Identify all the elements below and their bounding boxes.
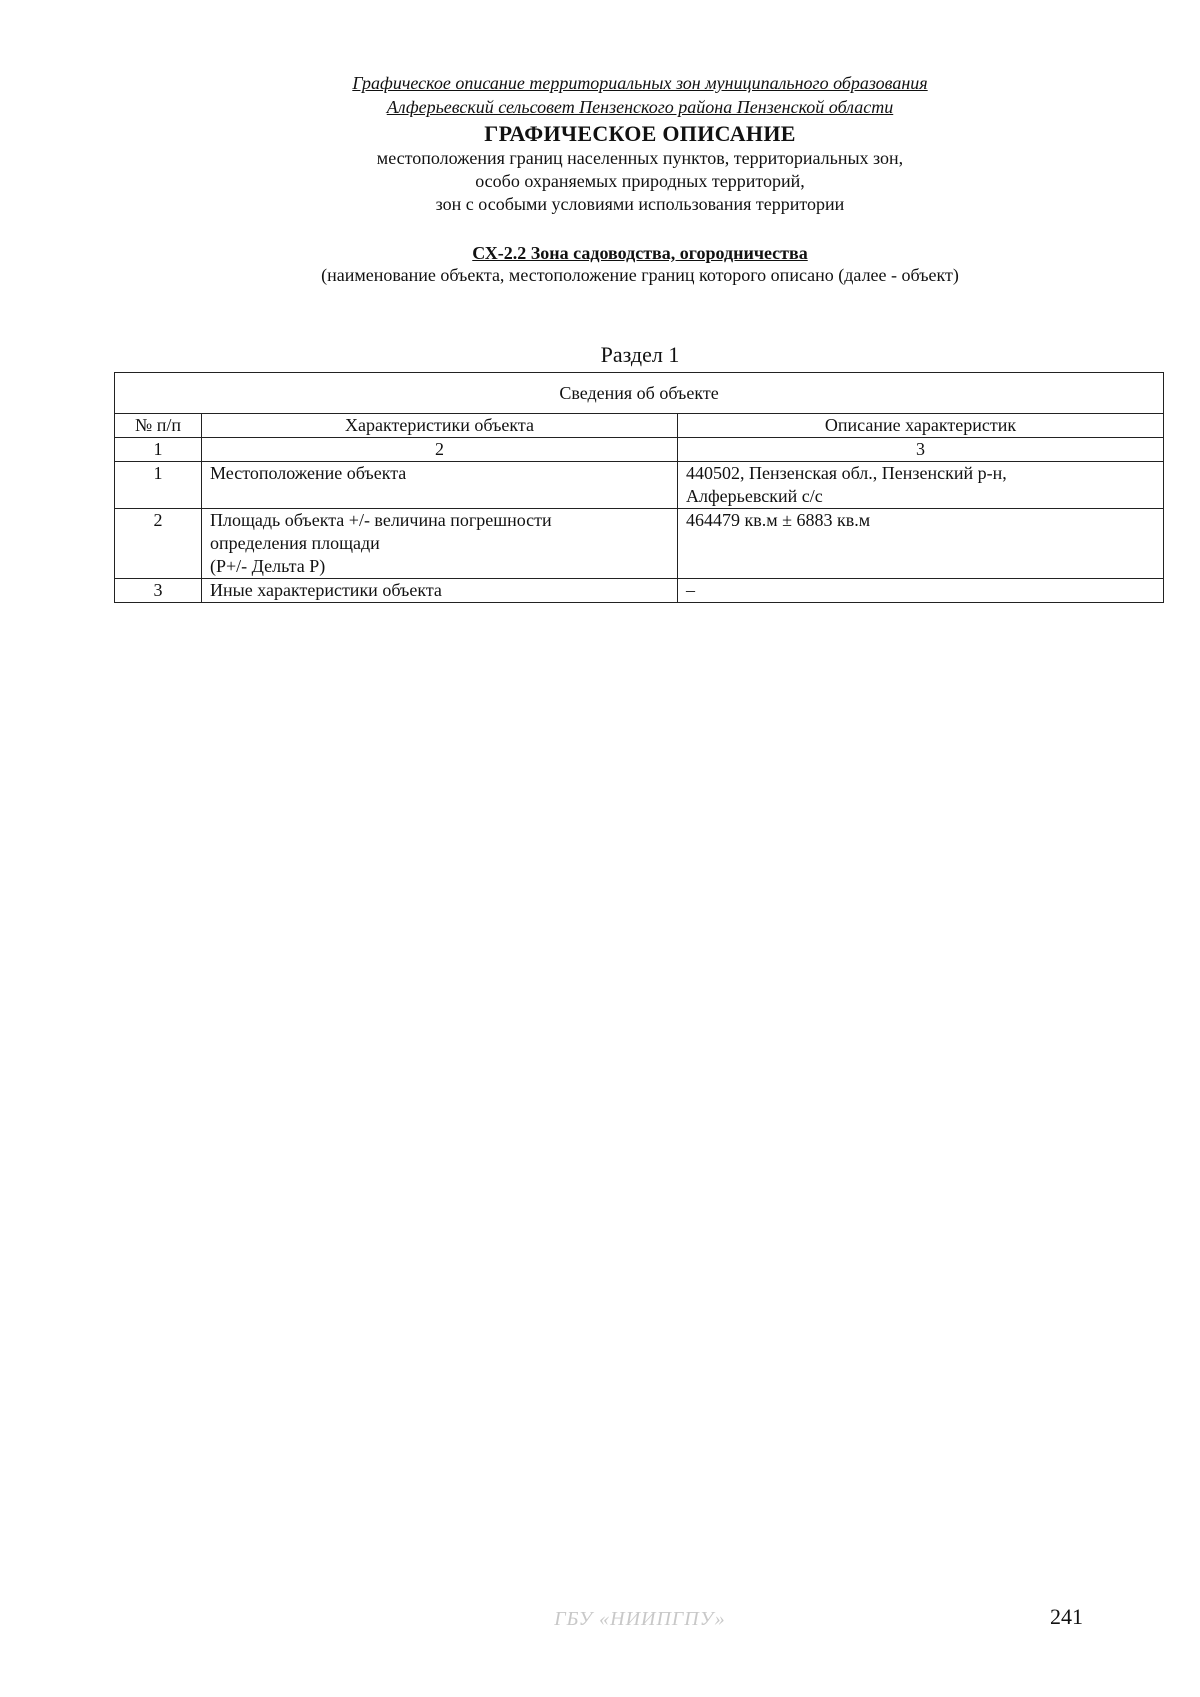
characteristic-line: Площадь объекта +/- величина погрешности [210, 510, 552, 530]
footer-organization: ГБУ «НИИПГПУ» [554, 1608, 726, 1630]
description-line: 464479 кв.м ± 6883 кв.м [686, 510, 871, 530]
row-description [678, 579, 1164, 603]
description-line: Алферьевский с/с [686, 486, 823, 506]
description-line: – [686, 580, 695, 600]
characteristic-line: Местоположение объекта [210, 463, 407, 483]
header-characteristics: Характеристики объекта [202, 414, 678, 438]
table-header-row [115, 414, 1164, 438]
row-characteristic [202, 509, 678, 579]
header-number: № п/п [115, 414, 202, 438]
row-number: 2 [115, 509, 202, 579]
running-header-line-2: Алферьевский сельсовет Пензенского района Пензенской области [386, 97, 894, 117]
page-number: 241 [1050, 1604, 1083, 1629]
object-info-table [114, 372, 1164, 603]
running-header-line-1: Графическое описание территориальных зон муниципального образования [352, 73, 928, 93]
row-description [678, 462, 1164, 509]
table-row [115, 579, 1164, 603]
column-number: 3 [678, 438, 1164, 462]
characteristic-line: Иные характеристики объекта [210, 580, 442, 600]
table-row [115, 462, 1164, 509]
object-name-note: (наименование объекта, местоположение границ которого описано (далее - объект) [321, 265, 959, 285]
row-number: 3 [115, 579, 202, 603]
characteristic-line: определения площади [210, 533, 380, 553]
object-block [0, 242, 1200, 286]
table-caption: Сведения об объекте [115, 373, 1164, 414]
column-number-row [115, 438, 1164, 462]
characteristic-line: (P+/- Дельта P) [210, 556, 326, 576]
column-number: 2 [202, 438, 678, 462]
column-number: 1 [115, 438, 202, 462]
document-subtitle-line-2: особо охраняемых природных территорий, [475, 171, 805, 191]
document-subtitle-line-3: зон с особыми условиями использования территории [435, 194, 845, 214]
header-description: Описание характеристик [678, 414, 1164, 438]
section-title: Раздел 1 [600, 342, 680, 367]
document-title: ГРАФИЧЕСКОЕ ОПИСАНИЕ [484, 121, 796, 146]
object-name: СХ-2.2 Зона садоводства, огородничества [472, 243, 808, 263]
title-block [0, 121, 1200, 216]
table-row [115, 509, 1164, 579]
description-line: 440502, Пензенская обл., Пензенский р-н, [686, 463, 1007, 483]
row-description [678, 509, 1164, 579]
row-characteristic [202, 579, 678, 603]
document-subtitle-line-1: местоположения границ населенных пунктов, территориальных зон, [376, 148, 904, 168]
table-caption-row [115, 373, 1164, 414]
row-characteristic [202, 462, 678, 509]
row-number: 1 [115, 462, 202, 509]
